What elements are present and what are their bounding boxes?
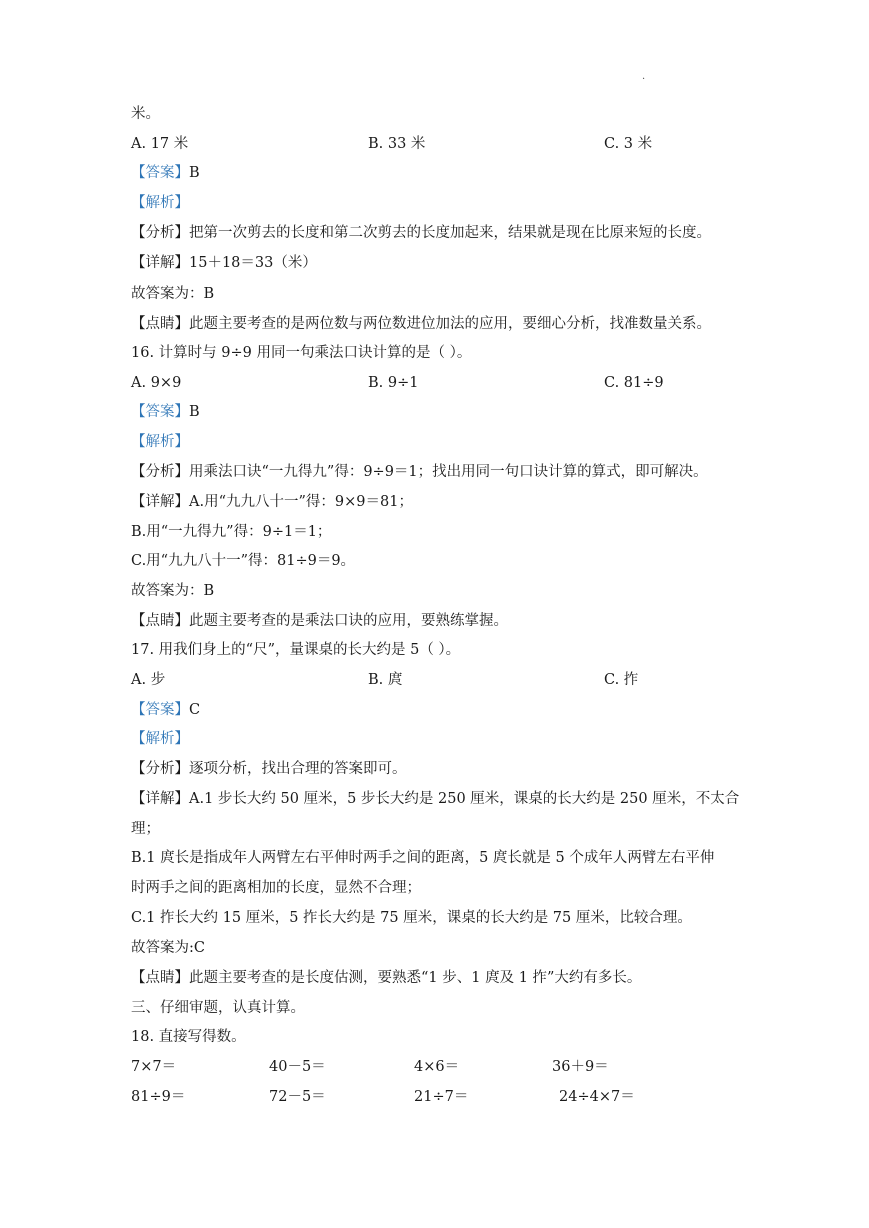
- fenxi-tag: 【分析】: [131, 464, 189, 480]
- q17-option-a: A. 步: [131, 672, 166, 688]
- dianjing-text: 此题主要考查的是两位数与两位数进位加法的应用，要细心分析，找准数量关系。: [189, 316, 711, 332]
- q15-fenxi: [131, 223, 711, 243]
- calc-item: 36＋9＝: [552, 1059, 609, 1075]
- q16-answer: [131, 402, 200, 422]
- q15-final: 故答案为：B: [131, 286, 215, 302]
- calc-item: 81÷9＝: [131, 1089, 186, 1105]
- answer-tag: 【答案】: [131, 702, 189, 718]
- q17-stem: 17. 用我们身上的“尺”，量课桌的长大约是 5（ ）。: [131, 642, 461, 658]
- q17-analysis-tag: 【解析】: [131, 731, 189, 747]
- fenxi-text: 用乘法口诀“一九得九”得：9÷9＝1；找出用同一句口诀计算的算式，即可解决。: [189, 464, 708, 480]
- q16-line-b: B.用“一九得九”得：9÷1＝1；: [131, 524, 332, 540]
- xiangjie-text: A.用“九九八十一”得：9×9＝81；: [189, 494, 413, 510]
- calc-item: 21÷7＝: [414, 1089, 469, 1105]
- dianjing-text: 此题主要考查的是乘法口诀的应用，要熟练掌握。: [189, 613, 508, 629]
- dianjing-tag: 【点睛】: [131, 970, 189, 986]
- q17-option-c: C. 拃: [604, 672, 639, 688]
- xiangjie-tag: 【详解】: [131, 791, 189, 807]
- calc-item: 24÷4×7＝: [559, 1089, 635, 1105]
- dianjing-tag: 【点睛】: [131, 613, 189, 629]
- q15-tail: 米。: [131, 106, 160, 122]
- q16-option-c: C. 81÷9: [604, 375, 664, 391]
- section-3-heading: 三、仔细审题，认真计算。: [131, 1000, 305, 1016]
- dianjing-tag: 【点睛】: [131, 316, 189, 332]
- q16-final: 故答案为：B: [131, 583, 215, 599]
- header-dot: ·: [642, 74, 646, 85]
- fenxi-tag: 【分析】: [131, 761, 189, 777]
- q15-analysis-tag: 【解析】: [131, 195, 189, 211]
- xiangjie-tag: 【详解】: [131, 494, 189, 510]
- xiangjie-tag: 【详解】: [131, 255, 189, 271]
- q17-line-c: C.1 拃长大约 15 厘米，5 拃长大约是 75 厘米，课桌的长大约是 75 厘米，比较合理。: [131, 910, 692, 926]
- q16-fenxi: [131, 462, 708, 482]
- q16-stem: 16. 计算时与 9÷9 用同一句乘法口诀计算的是（ ）。: [131, 345, 472, 361]
- fenxi-text: 逐项分析，找出合理的答案即可。: [189, 761, 407, 777]
- q15-xiangjie: [131, 253, 317, 273]
- q16-analysis-tag: 【解析】: [131, 434, 189, 450]
- fenxi-text: 把第一次剪去的长度和第二次剪去的长度加起来，结果就是现在比原来短的长度。: [189, 225, 711, 241]
- q17-line-b2: 时两手之间的距离相加的长度，显然不合理；: [131, 880, 421, 896]
- calc-item: 72－5＝: [269, 1089, 326, 1105]
- q15-dianjing: [131, 314, 711, 334]
- answer-tag: 【答案】: [131, 404, 189, 420]
- q17-xiangjie: [131, 789, 739, 809]
- q17-option-b: B. 庹: [368, 672, 403, 688]
- q17-xiangjie-cont: 理；: [131, 821, 160, 837]
- q15-option-c: C. 3 米: [604, 136, 653, 152]
- answer-value: B: [189, 404, 200, 420]
- answer-value: B: [189, 165, 200, 181]
- calc-item: 4×6＝: [414, 1059, 460, 1075]
- q16-option-a: A. 9×9: [131, 375, 182, 391]
- answer-tag: 【答案】: [131, 165, 189, 181]
- xiangjie-text: A.1 步长大约 50 厘米，5 步长大约是 250 厘米，课桌的长大约是 250 厘米，不太合: [189, 791, 740, 807]
- answer-value: C: [189, 702, 201, 718]
- q17-final: 故答案为:C: [131, 940, 205, 956]
- q15-option-a: A. 17 米: [131, 136, 189, 152]
- q17-line-b1: B.1 庹长是指成年人两臂左右平伸时两手之间的距离，5 庹长就是 5 个成年人两臂左右平伸: [131, 850, 715, 866]
- q17-answer: [131, 700, 200, 720]
- q17-dianjing: [131, 968, 641, 988]
- xiangjie-text: 15＋18＝33（米）: [189, 255, 317, 271]
- dianjing-text: 此题主要考查的是长度估测，要熟悉“1 步、1 庹及 1 拃”大约有多长。: [189, 970, 642, 986]
- calc-item: 7×7＝: [131, 1059, 177, 1075]
- calc-item: 40－5＝: [269, 1059, 326, 1075]
- q16-line-c: C.用“九九八十一”得：81÷9＝9。: [131, 553, 356, 569]
- q16-dianjing: [131, 611, 508, 631]
- q18-stem: 18. 直接写得数。: [131, 1029, 246, 1045]
- q16-option-b: B. 9÷1: [368, 375, 419, 391]
- fenxi-tag: 【分析】: [131, 225, 189, 241]
- q17-fenxi: [131, 759, 407, 779]
- q15-answer: [131, 163, 200, 183]
- q16-xiangjie: [131, 492, 413, 512]
- q15-option-b: B. 33 米: [368, 136, 426, 152]
